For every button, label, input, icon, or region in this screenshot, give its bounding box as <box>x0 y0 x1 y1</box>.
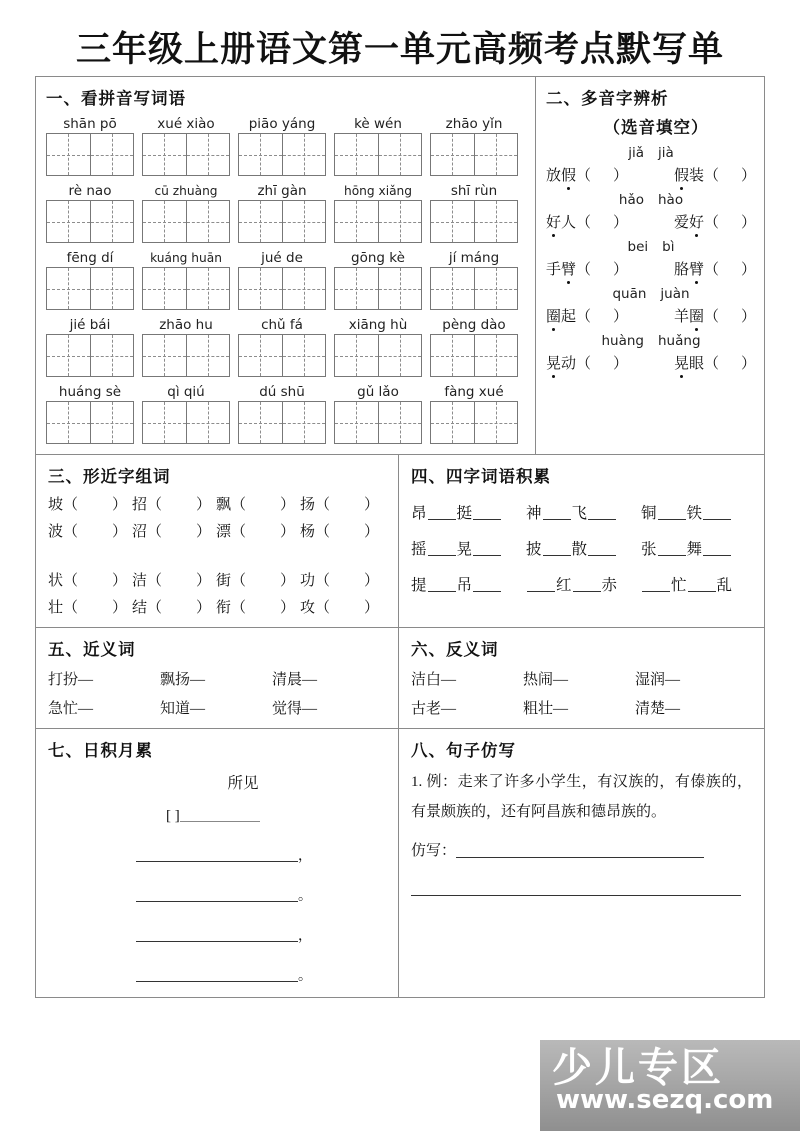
duoyinzi-word-left[interactable] <box>546 352 628 373</box>
char: 舞 <box>686 541 703 558</box>
fourchar-item[interactable] <box>526 573 641 595</box>
pinyin-group <box>430 249 518 310</box>
tianzige-box[interactable] <box>334 401 422 444</box>
poem-blank-row[interactable] <box>136 925 398 945</box>
pinyin-label: cū zhuàng <box>154 184 218 198</box>
blank-line[interactable] <box>473 504 501 520</box>
answer-paren[interactable]: （ ） <box>576 168 629 184</box>
pinyin-label: jué de <box>261 250 303 266</box>
pinyin-row-2 <box>46 182 535 243</box>
pinyin-row-3 <box>46 249 535 310</box>
char: 赤 <box>601 577 618 594</box>
blank-line[interactable] <box>428 504 456 520</box>
fourchar-item[interactable] <box>641 501 756 523</box>
char: 摇 <box>411 541 427 558</box>
spacer <box>48 541 398 563</box>
pinyin-group <box>238 115 326 176</box>
pinyin-option: hǎo <box>618 192 644 208</box>
pinyin-group <box>142 383 230 444</box>
pinyin-label: rè nao <box>68 183 112 199</box>
fourchar-item[interactable] <box>411 573 526 595</box>
char: 波 <box>48 524 64 540</box>
char: 披 <box>526 541 542 558</box>
tianzige-box[interactable] <box>46 401 134 444</box>
char: 铁 <box>686 505 703 522</box>
word-prefix: 放 <box>546 168 562 184</box>
pinyin-row-5 <box>46 383 535 444</box>
example-text: 走来了许多小学生，有汉族的，有傣族的，有景颇族的，还有阿昌族和德昂族的。 <box>411 774 752 820</box>
tianzige-box[interactable] <box>142 267 230 310</box>
blank-line[interactable] <box>588 540 616 556</box>
pinyin-group <box>142 182 230 243</box>
duoyinzi-pinyin-pair <box>546 239 756 255</box>
antonym-item[interactable]: 洁白— <box>411 672 457 688</box>
pinyin-label: fàng xué <box>444 384 504 400</box>
pinyin-option: juàn <box>660 286 690 302</box>
fourchar-line <box>411 537 764 559</box>
char: 散 <box>571 541 588 558</box>
poem-blank-line[interactable] <box>136 849 298 862</box>
xingjinzi-line <box>48 569 398 590</box>
xingjinzi-cell[interactable]: 沼（ ） <box>132 524 212 540</box>
antonym-line <box>411 668 764 689</box>
duoyinzi-block <box>546 286 756 326</box>
imitate-blank-line-2[interactable] <box>411 894 741 896</box>
word-suffix: 装 <box>688 168 704 184</box>
tianzige-box[interactable] <box>46 200 134 243</box>
xingjinzi-cell[interactable]: 杨（ ） <box>300 524 380 540</box>
tianzige-box[interactable] <box>430 334 518 377</box>
watermark-brand: 少儿专区 <box>552 1045 724 1091</box>
pinyin-option: huàng <box>601 333 644 349</box>
duoyinzi-block <box>546 192 756 232</box>
blank-line[interactable] <box>543 540 571 556</box>
pinyin-label: pèng dào <box>442 317 506 333</box>
synonym-item[interactable]: 知道— <box>160 701 206 717</box>
tianzige-box[interactable] <box>430 401 518 444</box>
xingjinzi-cell[interactable]: 功（ ） <box>300 573 380 589</box>
word-prefix: 胳 <box>673 262 689 278</box>
pinyin-option: bei <box>627 239 649 255</box>
pinyin-label: shī rùn <box>450 183 498 199</box>
row-sections-5-6 <box>36 628 764 729</box>
char: 乱 <box>716 577 733 594</box>
pinyin-group <box>430 115 518 176</box>
pinyin-label: zhī gàn <box>257 183 307 199</box>
xingjinzi-cell[interactable]: 攻（ ） <box>300 600 380 616</box>
pinyin-label: shān pō <box>63 116 117 132</box>
char: 坡 <box>48 497 64 513</box>
pinyin-group <box>238 249 326 310</box>
answer-paren[interactable]: （ ） <box>703 262 756 278</box>
section3-heading: 三、形近字组词 <box>48 467 171 486</box>
char: 张 <box>641 541 657 558</box>
xingjinzi-cell[interactable]: 衔（ ） <box>216 600 296 616</box>
pinyin-label: qì qiú <box>167 384 205 400</box>
word-suffix: 动 <box>561 356 577 372</box>
fourchar-item[interactable] <box>526 501 641 523</box>
char: 挺 <box>456 505 473 522</box>
pinyin-option: quān <box>612 286 647 302</box>
row-sections-7-8 <box>36 729 764 997</box>
section8-heading: 八、句子仿写 <box>411 741 516 760</box>
fourchar-item[interactable] <box>411 501 526 523</box>
duoyinzi-word-right[interactable] <box>674 164 756 185</box>
fourchar-item[interactable] <box>526 537 641 559</box>
punctuation: 。 <box>298 889 312 904</box>
char: 神 <box>526 505 542 522</box>
pinyin-group <box>238 316 326 377</box>
pinyin-group <box>430 316 518 377</box>
xingjinzi-cell[interactable]: 招（ ） <box>132 497 212 513</box>
pinyin-group <box>430 383 518 444</box>
section2-subheading: （选音填空） <box>603 118 709 137</box>
pinyin-group <box>46 316 134 377</box>
poem-blank-line[interactable] <box>136 929 298 942</box>
section-sizi-ciyu <box>399 455 764 627</box>
section-xingjinzi <box>36 455 399 627</box>
xingjinzi-cell[interactable]: 洁（ ） <box>132 573 212 589</box>
pinyin-label: xiāng hù <box>348 317 408 333</box>
imitate-blank-line[interactable] <box>456 843 704 858</box>
dotted-char: 臂 <box>689 258 704 279</box>
worksheet-table <box>35 76 765 998</box>
section-jinyici <box>36 628 399 728</box>
answer-paren[interactable]: （ ） <box>576 356 629 372</box>
char: 壮 <box>48 600 64 616</box>
duoyinzi-word-left[interactable] <box>546 305 628 326</box>
pinyin-group <box>334 115 422 176</box>
xingjinzi-cell[interactable]: 街（ ） <box>216 573 296 589</box>
dotted-char: 晃 <box>546 352 561 373</box>
synonym-line <box>48 668 398 689</box>
dotted-char: 假 <box>561 164 576 185</box>
char: 提 <box>411 577 427 594</box>
poem-author-row[interactable] <box>166 807 398 825</box>
synonym-item[interactable]: 打扮— <box>48 672 94 688</box>
blank-line[interactable] <box>527 576 555 592</box>
synonym-line <box>48 697 398 718</box>
blank-line[interactable] <box>588 504 616 520</box>
xingjinzi-cell[interactable]: 扬（ ） <box>300 497 380 513</box>
tianzige-box[interactable] <box>46 334 134 377</box>
duoyinzi-pinyin-pair <box>546 333 756 349</box>
pinyin-label: zhāo yǐn <box>445 116 503 132</box>
blank-line[interactable] <box>658 504 686 520</box>
blank-line[interactable] <box>703 504 731 520</box>
section-fanyici <box>399 628 764 728</box>
xingjinzi-line <box>48 520 398 541</box>
poem-blank-row[interactable] <box>136 845 398 865</box>
pinyin-option: huǎng <box>658 333 701 349</box>
section4-heading: 四、四字词语积累 <box>411 467 551 486</box>
pinyin-label: kè wén <box>354 116 402 132</box>
dotted-char: 假 <box>674 164 689 185</box>
pinyin-group <box>334 383 422 444</box>
duoyinzi-block <box>546 239 756 279</box>
tianzige-box[interactable] <box>46 267 134 310</box>
pinyin-option: bì <box>662 239 675 255</box>
punctuation: ， <box>298 849 312 864</box>
pinyin-label: piāo yáng <box>248 116 316 132</box>
char: 漂 <box>216 524 232 540</box>
pinyin-row-1 <box>46 115 535 176</box>
pinyin-label: gǔ lǎo <box>357 384 399 400</box>
fourchar-line <box>411 501 764 523</box>
word-prefix: 羊 <box>673 309 689 325</box>
tianzige-box[interactable] <box>238 133 326 176</box>
author-blank-line[interactable] <box>180 807 260 822</box>
pinyin-group <box>430 182 518 243</box>
tianzige-box[interactable] <box>430 267 518 310</box>
duoyinzi-pinyin-pair <box>546 286 756 302</box>
duoyinzi-word-right[interactable] <box>674 211 756 232</box>
pinyin-label: hōng xiǎng <box>343 184 413 198</box>
blank-line[interactable] <box>473 576 501 592</box>
char: 吊 <box>456 577 473 594</box>
char: 扬 <box>300 497 316 513</box>
pinyin-label: gōng kè <box>351 250 405 266</box>
dotted-char: 晃 <box>674 352 689 373</box>
blank-line[interactable] <box>688 576 716 592</box>
dotted-char: 好 <box>546 211 561 232</box>
poem-blank-line[interactable] <box>136 969 298 982</box>
word-suffix: 眼 <box>688 356 704 372</box>
pinyin-group <box>46 115 134 176</box>
pinyin-group <box>46 182 134 243</box>
blank-line[interactable] <box>642 576 670 592</box>
pinyin-option: jiǎ <box>628 145 644 161</box>
watermark-url: www.sezq.com <box>556 1085 774 1115</box>
blank-line[interactable] <box>428 576 456 592</box>
char: 杨 <box>300 524 316 540</box>
char: 昂 <box>411 505 427 522</box>
antonym-item[interactable]: 清楚— <box>635 701 681 717</box>
pinyin-label: huáng sè <box>58 384 122 400</box>
pinyin-option: jià <box>658 145 674 161</box>
dotted-char: 好 <box>689 211 704 232</box>
tianzige-box[interactable] <box>238 200 326 243</box>
answer-paren[interactable]: （ ） <box>576 309 629 325</box>
char: 功 <box>300 573 316 589</box>
char: 攻 <box>300 600 316 616</box>
xingjinzi-cell[interactable]: 壮（ ） <box>48 600 128 616</box>
tianzige-box[interactable] <box>334 334 422 377</box>
tianzige-box[interactable] <box>334 267 422 310</box>
char: 晃 <box>456 541 473 558</box>
char: 铜 <box>641 505 657 522</box>
poem-blank-line[interactable] <box>136 889 298 902</box>
tianzige-box[interactable] <box>142 334 230 377</box>
antonym-item[interactable]: 热闹— <box>523 672 569 688</box>
section2-heading: 二、多音字辨析 <box>546 89 669 108</box>
pinyin-group <box>142 115 230 176</box>
punctuation: ， <box>298 929 312 944</box>
pinyin-label: jí máng <box>448 250 500 266</box>
blank-line[interactable] <box>658 540 686 556</box>
section-duoyinzi <box>536 77 764 454</box>
char: 飞 <box>571 505 588 522</box>
tianzige-box[interactable] <box>142 133 230 176</box>
char: 洁 <box>132 573 148 589</box>
tianzige-box[interactable] <box>334 133 422 176</box>
xingjinzi-cell[interactable]: 波（ ） <box>48 524 128 540</box>
duoyinzi-word-left[interactable] <box>546 164 628 185</box>
section-kanpinyin <box>36 77 536 454</box>
duoyinzi-block <box>546 333 756 373</box>
imitate-row[interactable] <box>411 839 752 860</box>
word-prefix: 爱 <box>673 215 689 231</box>
xingjinzi-cell[interactable]: 坡（ ） <box>48 497 128 513</box>
answer-paren[interactable]: （ ） <box>703 309 756 325</box>
xingjinzi-cell[interactable]: 漂（ ） <box>216 524 296 540</box>
page-title: 三年级上册语文第一单元高频考点默写单 <box>75 30 724 69</box>
pinyin-option: hào <box>658 192 684 208</box>
dotted-char: 圈 <box>689 305 704 326</box>
punctuation: 。 <box>298 969 312 984</box>
char: 沼 <box>132 524 148 540</box>
row-sections-1-2 <box>36 77 764 455</box>
blank-line[interactable] <box>473 540 501 556</box>
tianzige-box[interactable] <box>334 200 422 243</box>
pinyin-group <box>238 383 326 444</box>
answer-paren[interactable]: （ ） <box>703 356 756 372</box>
answer-paren[interactable]: （ ） <box>576 215 629 231</box>
char: 结 <box>132 600 148 616</box>
pinyin-label: fēng dí <box>66 250 114 266</box>
duoyinzi-block <box>546 145 756 185</box>
pinyin-group <box>142 316 230 377</box>
blank-line[interactable] <box>543 504 571 520</box>
example-paragraph <box>411 767 752 827</box>
tianzige-box[interactable] <box>142 200 230 243</box>
char: 街 <box>216 573 232 589</box>
section-juzi-fangxie <box>399 729 764 997</box>
word-suffix: 起 <box>561 309 577 325</box>
poem-title: 所见 <box>227 775 259 792</box>
xingjinzi-line <box>48 493 398 514</box>
synonym-item[interactable]: 急忙— <box>48 701 94 717</box>
blank-line[interactable] <box>573 576 601 592</box>
pinyin-row-4 <box>46 316 535 377</box>
antonym-line <box>411 697 764 718</box>
pinyin-label: xué xiào <box>157 116 215 132</box>
antonym-item[interactable]: 古老— <box>411 701 457 717</box>
pinyin-group <box>142 249 230 310</box>
synonym-item[interactable]: 飘扬— <box>160 672 206 688</box>
pinyin-group <box>46 383 134 444</box>
blank-line[interactable] <box>428 540 456 556</box>
antonym-item[interactable]: 湿润— <box>635 672 681 688</box>
tianzige-box[interactable] <box>238 401 326 444</box>
fourchar-item[interactable] <box>641 537 756 559</box>
author-bracket: [ ] <box>166 808 180 824</box>
duoyinzi-word-left[interactable] <box>546 211 628 232</box>
tianzige-box[interactable] <box>142 401 230 444</box>
antonym-item[interactable]: 粗壮— <box>523 701 569 717</box>
answer-paren[interactable]: （ ） <box>703 168 756 184</box>
pinyin-group <box>46 249 134 310</box>
pinyin-label: zhāo hu <box>159 317 213 333</box>
pinyin-group <box>334 316 422 377</box>
dotted-char: 臂 <box>561 258 576 279</box>
word-prefix: 手 <box>546 262 562 278</box>
fourchar-item[interactable] <box>641 573 756 595</box>
fourchar-line <box>411 573 764 595</box>
char: 飘 <box>216 497 232 513</box>
synonym-item[interactable]: 觉得— <box>272 701 318 717</box>
char: 招 <box>132 497 148 513</box>
tianzige-box[interactable] <box>238 267 326 310</box>
duoyinzi-pinyin-pair <box>546 192 756 208</box>
fourchar-item[interactable] <box>411 537 526 559</box>
poem-blank-row[interactable] <box>136 965 398 985</box>
section-rijiyuelei <box>36 729 399 997</box>
pinyin-label: jié bái <box>69 317 111 333</box>
pinyin-group <box>238 182 326 243</box>
duoyinzi-word-left[interactable] <box>546 258 628 279</box>
blank-line[interactable] <box>703 540 731 556</box>
pinyin-group <box>334 182 422 243</box>
word-suffix: 人 <box>561 215 577 231</box>
tianzige-box[interactable] <box>430 200 518 243</box>
duoyinzi-word-right[interactable] <box>674 352 756 373</box>
char: 忙 <box>671 577 687 594</box>
pinyin-label: dú shū <box>259 384 305 400</box>
imitate-label: 仿写： <box>411 843 457 859</box>
section1-heading: 一、看拼音写词语 <box>46 89 186 108</box>
xingjinzi-cell[interactable]: 结（ ） <box>132 600 212 616</box>
synonym-item[interactable]: 清晨— <box>272 672 318 688</box>
duoyinzi-pinyin-pair <box>546 145 756 161</box>
answer-paren[interactable]: （ ） <box>703 215 756 231</box>
char: 衔 <box>216 600 232 616</box>
section5-heading: 五、近义词 <box>48 640 136 659</box>
xingjinzi-line <box>48 596 398 617</box>
dotted-char: 圈 <box>546 305 561 326</box>
char: 红 <box>556 577 572 594</box>
answer-paren[interactable]: （ ） <box>576 262 629 278</box>
char: 状 <box>48 573 64 589</box>
section7-heading: 七、日积月累 <box>48 741 153 760</box>
xingjinzi-cell[interactable]: 飘（ ） <box>216 497 296 513</box>
xingjinzi-cell[interactable]: 状（ ） <box>48 573 128 589</box>
pinyin-label: chǔ fá <box>261 317 303 333</box>
tianzige-box[interactable] <box>238 334 326 377</box>
tianzige-box[interactable] <box>430 133 518 176</box>
pinyin-group <box>334 249 422 310</box>
tianzige-box[interactable] <box>46 133 134 176</box>
section6-heading: 六、反义词 <box>411 640 499 659</box>
poem-blank-row[interactable] <box>136 885 398 905</box>
example-label: 1. 例： <box>411 774 458 790</box>
duoyinzi-word-right[interactable] <box>674 258 756 279</box>
row-sections-3-4 <box>36 455 764 628</box>
duoyinzi-word-right[interactable] <box>674 305 756 326</box>
pinyin-label: kuáng huān <box>150 251 222 265</box>
watermark-footer <box>540 1040 800 1131</box>
